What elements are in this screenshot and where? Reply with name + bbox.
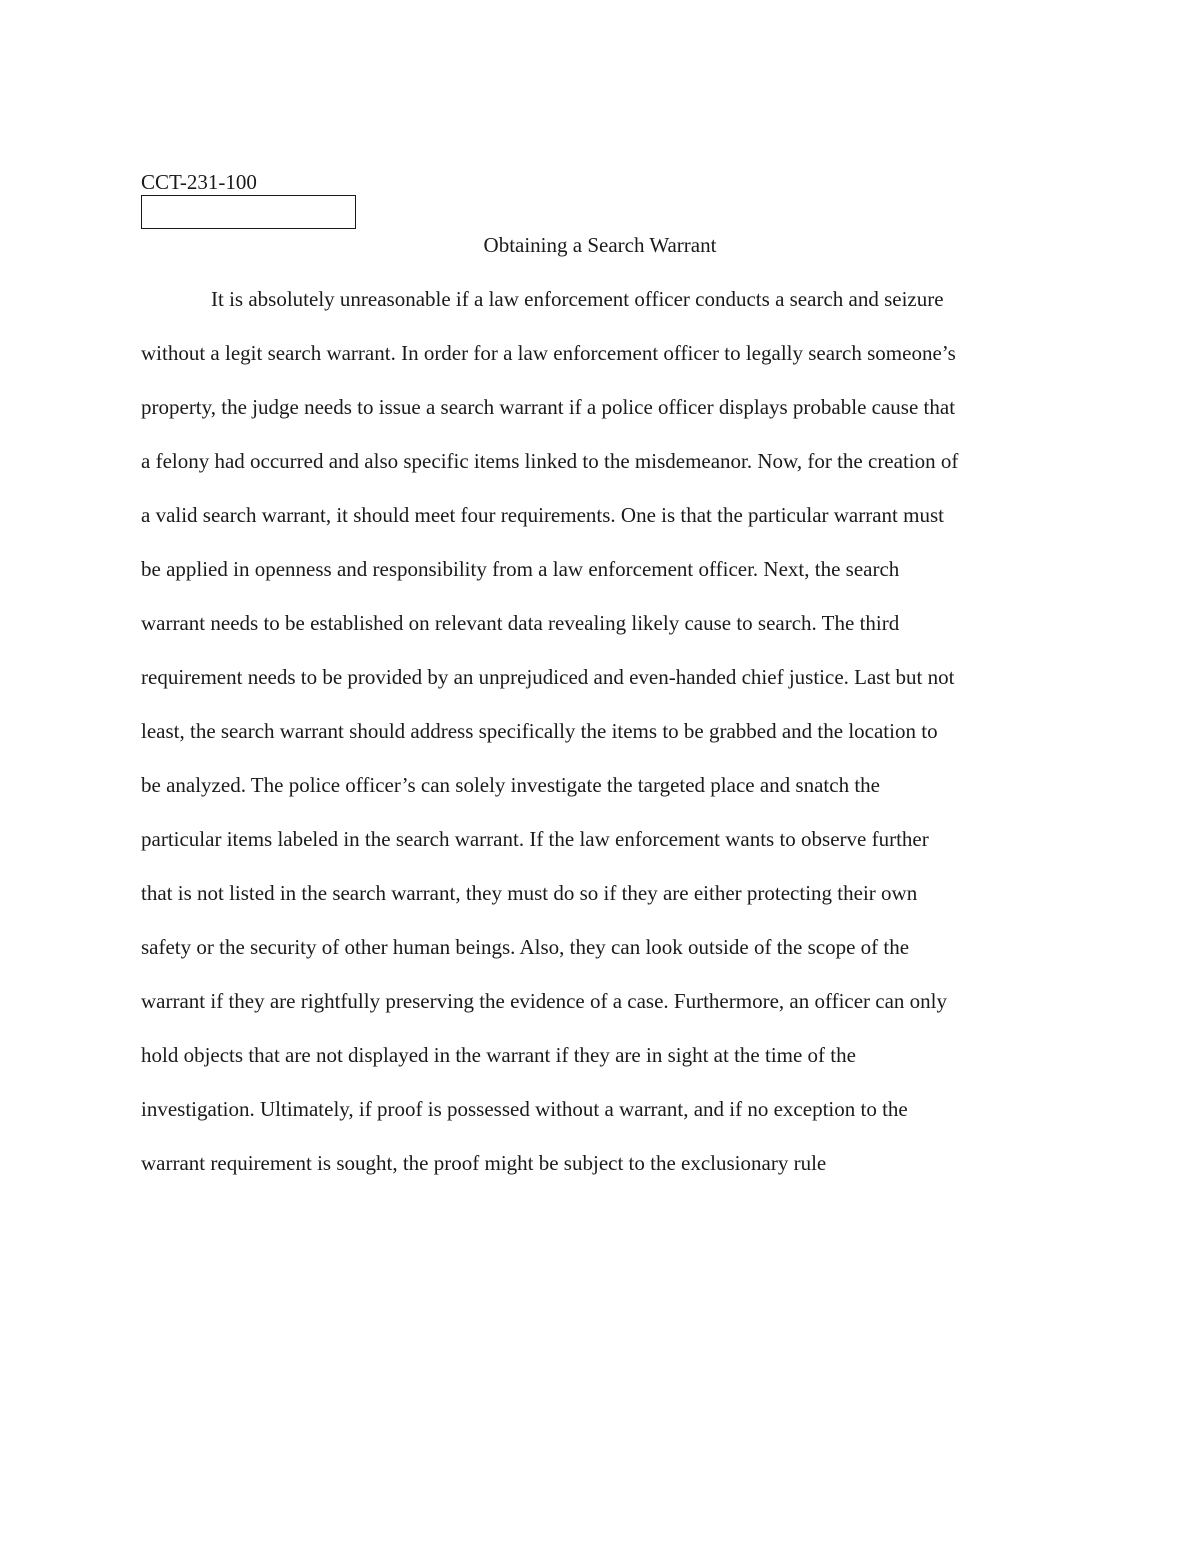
body-line: be applied in openness and responsibility from a law enforcement officer. Next, the search bbox=[141, 557, 900, 581]
body-line: without a legit search warrant. In order for a law enforcement officer to legally search someone’s bbox=[141, 341, 956, 365]
body-line: least, the search warrant should address specifically the items to be grabbed and the location to bbox=[141, 719, 938, 743]
body-line: be analyzed. The police officer’s can solely investigate the targeted place and snatch the bbox=[141, 773, 880, 797]
document-title: Obtaining a Search Warrant bbox=[483, 233, 717, 257]
body-line: a valid search warrant, it should meet four requirements. One is that the particular warrant must bbox=[141, 503, 944, 527]
body-line: investigation. Ultimately, if proof is possessed without a warrant, and if no exception to the bbox=[141, 1097, 908, 1121]
body-line: particular items labeled in the search warrant. If the law enforcement wants to observe further bbox=[141, 827, 929, 851]
body-line: safety or the security of other human beings. Also, they can look outside of the scope of the bbox=[141, 935, 910, 959]
body-line: warrant requirement is sought, the proof might be subject to the exclusionary rule bbox=[141, 1151, 827, 1175]
redacted-name-box bbox=[141, 195, 356, 229]
body-line: a felony had occurred and also specific items linked to the misdemeanor. Now, for the creation of bbox=[141, 449, 959, 473]
body-line: warrant if they are rightfully preserving the evidence of a case. Furthermore, an officer can only bbox=[141, 989, 948, 1013]
body-line: It is absolutely unreasonable if a law enforcement officer conducts a search and seizure bbox=[211, 287, 944, 311]
body-line: property, the judge needs to issue a search warrant if a police officer displays probable cause that bbox=[141, 395, 956, 419]
body-line: hold objects that are not displayed in the warrant if they are in sight at the time of the bbox=[141, 1043, 856, 1067]
course-code: CCT-231-100 bbox=[141, 170, 257, 194]
body-line: that is not listed in the search warrant, they must do so if they are either protecting their own bbox=[141, 881, 918, 905]
body-line: requirement needs to be provided by an unprejudiced and even-handed chief justice. Last but not bbox=[141, 665, 955, 689]
body-line: warrant needs to be established on relevant data revealing likely cause to search. The third bbox=[141, 611, 900, 635]
